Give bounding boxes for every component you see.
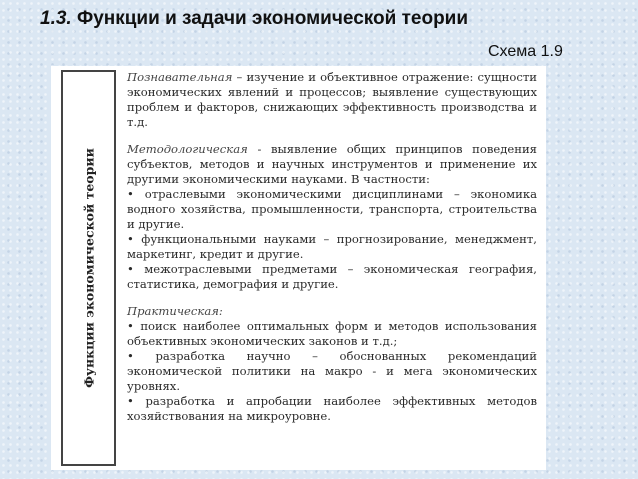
section-title: Функции и задачи экономической теории — [76, 8, 469, 29]
methodological-name: Методологическая — [127, 142, 248, 156]
methodological-bullet: • отраслевыми экономическими дисциплинами – экономика водного хозяйства, промышленности, транспорта, строительства и другие. — [127, 187, 537, 231]
practical-bullet: • разработка и апробации наиболее эффективных методов хозяйствования на микроуровне. — [127, 394, 537, 423]
methodological-text: - выявление общих принципов поведения субъектов, методов и научных инструментов и применение их другими экономическими науками. В частности: — [127, 142, 537, 186]
practical-function — [127, 304, 537, 319]
scheme-content — [127, 70, 537, 424]
side-label: Функции экономической теории — [81, 148, 96, 388]
practical-bullet: • разработка научно – обоснованных рекомендаций экономической политики на макро - и мега экономических уровнях. — [127, 349, 537, 393]
methodological-bullet: • межотраслевыми предметами – экономическая география, статистика, демография и другие. — [127, 262, 537, 291]
cognitive-function — [127, 70, 537, 130]
methodological-bullet: • функциональными науками – прогнозирование, менеджмент, маркетинг, кредит и другие. — [127, 232, 537, 261]
cognitive-text: – изучение и объективное отражение: сущности экономических явлений и процессов; выявление существующих проблем и факторов, снижающих эффективность производства и т.д. — [127, 70, 537, 129]
practical-bullet: • поиск наиболее оптимальных форм и методов использования объективных экономических законов и т.д.; — [127, 319, 537, 348]
side-label-box — [61, 70, 116, 466]
methodological-function — [127, 142, 537, 187]
slide-title — [40, 8, 600, 30]
scheme-figure — [51, 66, 546, 470]
scheme-label: Схема 1.9 — [488, 43, 563, 60]
section-number: 1.3. — [40, 8, 72, 29]
practical-name: Практическая: — [127, 304, 223, 318]
cognitive-name: Познавательная — [127, 70, 233, 84]
